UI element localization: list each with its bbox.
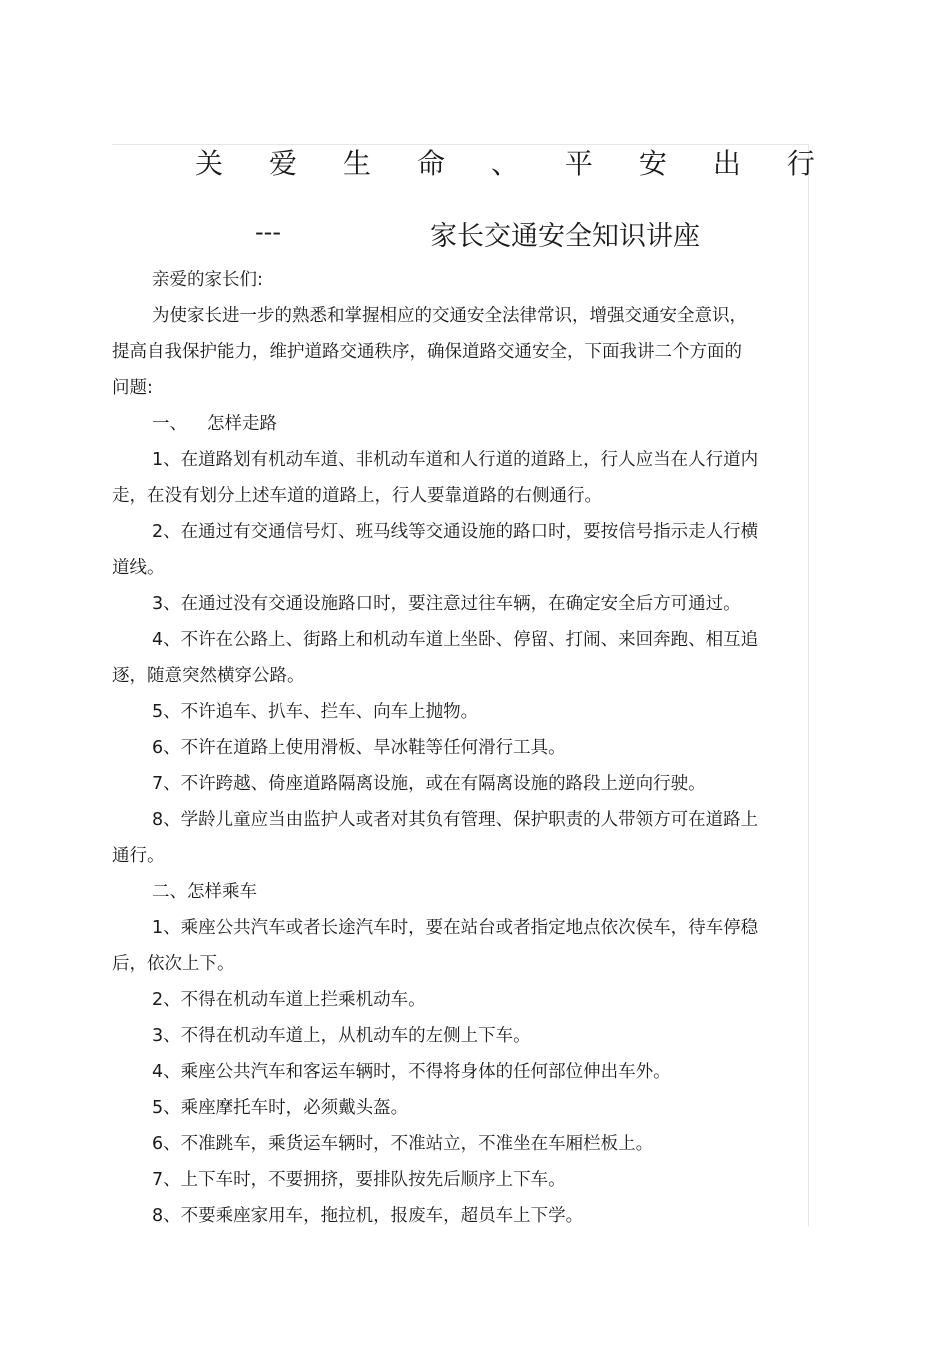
list-item: 6、不许在道路上使用滑板、旱冰鞋等任何滑行工具。	[152, 738, 566, 758]
title-char: 爱	[268, 147, 297, 180]
section-title: 怎样走路	[207, 414, 277, 434]
list-item: 7、上下车时，不要拥挤，要排队按先后顺序上下车。	[152, 1170, 566, 1190]
document-body	[112, 262, 772, 1234]
list-item: 4、不许在公路上、街路上和机动车道上坐卧、停留、打闹、来回奔跑、相互追	[152, 630, 759, 650]
list-item: 6、不准跳车，乘货运车辆时，不准站立，不准坐在车厢栏板上。	[152, 1134, 654, 1154]
title-char: 命	[416, 147, 445, 180]
list-item: 8、不要乘座家用车，拖拉机，报废车，超员车上下学。	[152, 1206, 584, 1226]
list-item: 4、乘座公共汽车和客运车辆时，不得将身体的任何部位伸出车外。	[152, 1062, 671, 1082]
title-char: 生	[342, 147, 371, 180]
section-number: 一、	[152, 414, 187, 434]
section-heading-walking	[112, 406, 772, 442]
list-item: 1、乘座公共汽车或者长途汽车时，要在站台或者指定地点依次侯车，待车停稳	[152, 918, 759, 938]
list-item-continuation: 逐，随意突然横穿公路。	[112, 666, 305, 686]
list-item: 2、在通过有交通信号灯、班马线等交通设施的路口时，要按信号指示走人行横	[152, 522, 759, 542]
title-char: 行	[786, 147, 815, 180]
title-char: 平	[564, 147, 593, 180]
list-item-continuation: 走，在没有划分上述车道的道路上，行人要靠道路的右侧通行。	[112, 486, 602, 506]
right-border-line	[808, 144, 809, 1226]
section-heading-riding: 二、怎样乘车	[152, 882, 257, 902]
list-item: 5、不许追车、扒车、拦车、向车上抛物。	[152, 702, 479, 722]
intro-line: 为使家长进一步的熟悉和掌握相应的交通安全法律常识，增强交通安全意识，	[152, 306, 747, 326]
list-item-continuation: 后，依次上下。	[112, 954, 235, 974]
title-char: 安	[638, 147, 667, 180]
greeting: 亲爱的家长们:	[152, 270, 263, 290]
document-subtitle: 家长交通安全知识讲座	[430, 221, 700, 252]
list-item: 2、不得在机动车道上拦乘机动车。	[152, 990, 426, 1010]
subtitle-dashes: ---	[255, 218, 281, 246]
list-item-continuation: 道线。	[112, 558, 165, 578]
intro-line: 提高自我保护能力，维护道路交通秩序，确保道路交通安全，下面我讲二个方面的	[112, 342, 742, 362]
list-item: 8、学龄儿童应当由监护人或者对其负有管理、保护职责的人带领方可在道路上	[152, 810, 759, 830]
title-char: 出	[712, 147, 741, 180]
list-item: 7、不许跨越、倚座道路隔离设施，或在有隔离设施的路段上逆向行驶。	[152, 774, 706, 794]
title-char: 关	[195, 147, 224, 180]
title-char: 、	[490, 147, 519, 180]
document-title	[195, 140, 815, 184]
list-item: 3、不得在机动车道上，从机动车的左侧上下车。	[152, 1026, 531, 1046]
list-item: 3、在通过没有交通设施路口时，要注意过往车辆，在确定安全后方可通过。	[152, 594, 741, 614]
intro-line: 问题:	[112, 378, 153, 398]
list-item-continuation: 通行。	[112, 846, 165, 866]
list-item: 5、乘座摩托车时，必须戴头盔。	[152, 1098, 409, 1118]
list-item: 1、在道路划有机动车道、非机动车道和人行道的道路上，行人应当在人行道内	[152, 450, 759, 470]
